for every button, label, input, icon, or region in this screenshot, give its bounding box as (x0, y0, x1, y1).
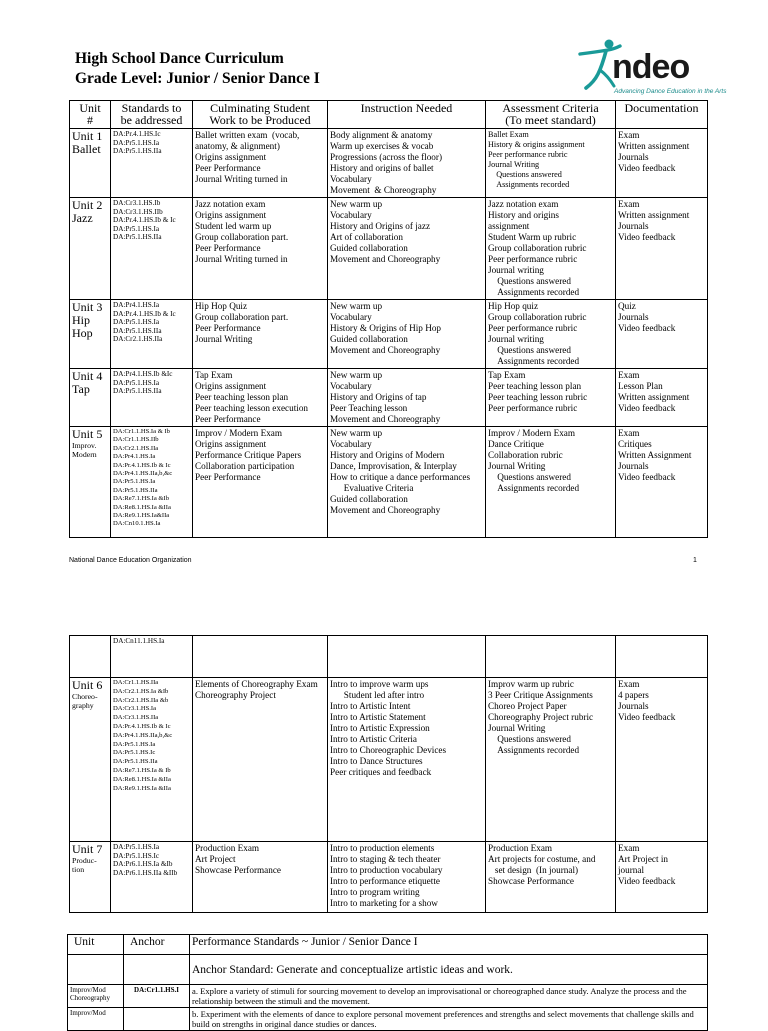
instruction-cell: New warm up Vocabulary History & Origins of Hip Hop Guided collaboration Movement and Choreography (328, 300, 486, 369)
work-cell: Tap Exam Origins assignment Peer teaching lesson plan Peer teaching lesson execution Peer Performance (193, 369, 328, 427)
anchor-row (68, 1008, 708, 1031)
ndeo-logo (578, 36, 727, 100)
anchor-row-code (124, 1008, 190, 1031)
unit-name: Hip Hop (72, 313, 93, 340)
documentation-cell (616, 636, 708, 678)
table-row (70, 129, 708, 198)
standards-cell: DA:Cr3.1.HS.Ib DA:Cr3.1.HS.IIb DA:Pr.4.1.HS.Ib & Ic DA:Pr5.1.HS.Ia DA:Pr5.1.HS.IIa (111, 198, 193, 300)
anchor-row-text: a. Explore a variety of stimuli for sourcing movement to develop an improvisational or choreographed dance study. Analyze the process and the relationship between the stimuli and the movement. (190, 985, 708, 1008)
instruction-cell: New warm up Vocabulary History and Origins of jazz Art of collaboration Guided collaboration Movement and Choreography (328, 198, 486, 300)
documentation-cell: Exam Lesson Plan Written assignment Video feedback (616, 369, 708, 427)
anchor-row (68, 985, 708, 1008)
assessment-cell: Improv / Modern Exam Dance Critique Collaboration rubric Journal Writing Questions answered Assignments recorded (486, 427, 616, 538)
work-cell: Jazz notation exam Origins assignment Student led warm up Group collaboration part. Peer Performance Journal Writing turned in (193, 198, 328, 300)
work-cell: Production Exam Art Project Showcase Performance (193, 842, 328, 913)
anchor-col-standards: Performance Standards ~ Junior / Senior Dance I (190, 935, 708, 955)
work-cell: Ballet written exam (vocab, anatomy, & alignment) Origins assignment Peer Performance Journal Writing turned in (193, 129, 328, 198)
unit-cell (70, 300, 111, 369)
unit-cell (70, 842, 111, 913)
anchor-col-unit: Unit (68, 935, 124, 955)
standards-cell: DA:Cr1.1.HS.IIa DA:Cr2.1.HS.Ia &Ib DA:Cr2.1.HS.IIa &b DA:Cr3.1.HS.Ia DA:Cr3.1.HS.IIa DA:Pr.4.1.HS.Ib & Ic DA:Pr4.1.HS.IIa,b,&c DA:Pr5.1.HS.Ia DA:Pr5.1.HS.Ic DA:Pr5.1.HS.IIa DA:Re7.1.HS.Ia & Ib DA:Re8.1.HS.Ia &IIa DA:Re9.1.HS.Ia &IIa (111, 678, 193, 842)
curriculum-table-page1 (69, 100, 708, 538)
standards-cell: DA:Pr4.1.HS.Ia DA:Pr.4.1.HS.Ib & Ic DA:Pr5.1.HS.Ia DA:Pr5.1.HS.IIa DA:Cr2.1.HS.IIa (111, 300, 193, 369)
col-header-standards: Standards to be addressed (111, 101, 193, 129)
col-header-assessment: Assessment Criteria (To meet standard) (486, 101, 616, 129)
documentation-cell: Exam Critiques Written Assignment Journals Video feedback (616, 427, 708, 538)
unit-cell (70, 129, 111, 198)
unit-number: Unit 4 (72, 369, 103, 383)
assessment-cell: Tap Exam Peer teaching lesson plan Peer teaching lesson rubric Peer performance rubric (486, 369, 616, 427)
table-row (70, 678, 708, 842)
assessment-cell: Production Exam Art projects for costume, and set design (In journal) Showcase Performance (486, 842, 616, 913)
unit-cell (70, 427, 111, 538)
col-header-instruction: Instruction Needed (328, 101, 486, 129)
unit-number: Unit 3 (72, 300, 103, 314)
documentation-cell: Exam Art Project in journal Video feedback (616, 842, 708, 913)
instruction-cell: Body alignment & anatomy Warm up exercises & vocab Progressions (across the floor) History and origins of ballet Vocabulary Movement & Choreography (328, 129, 486, 198)
table-row (70, 842, 708, 913)
documentation-cell: Exam Written assignment Journals Video feedback (616, 198, 708, 300)
anchor-heading-spacer (68, 955, 124, 985)
title-line-2: Grade Level: Junior / Senior Dance I (75, 70, 320, 87)
unit-name: Produc- tion (72, 856, 97, 874)
anchor-row-text: b. Experiment with the elements of dance to explore personal movement preferences and strengths and select movements that challenge skills and build on strengths in original dance studies or dances. (190, 1008, 708, 1031)
work-cell: Improv / Modern Exam Origins assignment Performance Critique Papers Collaboration participation Peer Performance (193, 427, 328, 538)
documentation-cell: Quiz Journals Video feedback (616, 300, 708, 369)
documentation-cell: Exam Written assignment Journals Video feedback (616, 129, 708, 198)
work-cell (193, 636, 328, 678)
anchor-row-unit: Improv/Mod (68, 1008, 124, 1031)
unit-number: Unit 1 (72, 129, 103, 143)
instruction-cell: New warm up Vocabulary History and Origins of tap Peer Teaching lesson Movement and Choreography (328, 369, 486, 427)
table-row (70, 369, 708, 427)
assessment-cell: Ballet Exam History & origins assignment Peer performance rubric Journal Writing Questions answered Assignments recorded (486, 129, 616, 198)
unit-cell (70, 678, 111, 842)
standards-cell: DA:Cn11.1.HS.Ia (111, 636, 193, 678)
instruction-cell (328, 636, 486, 678)
assessment-cell: Improv warm up rubric 3 Peer Critique Assignments Choreo Project Paper Choreography Project rubric Journal Writing Questions answered Assignments recorded (486, 678, 616, 842)
unit-number: Unit 6 (72, 678, 103, 692)
unit-name: Ballet (72, 142, 101, 156)
assessment-cell: Hip Hop quiz Group collaboration rubric Peer performance rubric Journal writing Questions answered Assignments recorded (486, 300, 616, 369)
table-row (70, 300, 708, 369)
standards-cell: DA:Pr4.1.HS.Ib &Ic DA:Pr5.1.HS.Ia DA:Pr5.1.HS.IIa (111, 369, 193, 427)
table-row (70, 427, 708, 538)
standards-cell: DA:Pr.4.1.HS.Ic DA:Pr5.1.HS.Ia DA:Pr5.1.HS.IIa (111, 129, 193, 198)
anchor-standards-table (67, 934, 708, 1031)
instruction-cell: Intro to improve warm ups Student led after intro Intro to Artistic Intent Intro to Artistic Statement Intro to Artistic Expression Intro to Artistic Criteria Intro to Choreographic Devices Intro to Dance Structures Peer critiques and feedback (328, 678, 486, 842)
document-title (75, 49, 320, 89)
logo-wordmark: ndeo (612, 48, 690, 86)
standards-cell: DA:Pr5.1.HS.Ia DA:Pr5.1.HS.Ic DA:Pr6.1.HS.Ia &Ib DA:Pr6.1.HS.IIa &IIb (111, 842, 193, 913)
anchor-heading-row (68, 955, 708, 985)
col-header-work: Culminating Student Work to be Produced (193, 101, 328, 129)
col-header-documentation: Documentation (616, 101, 708, 129)
col-header-unit: Unit # (70, 101, 111, 129)
unit-cell (70, 369, 111, 427)
standards-cell: DA:Cr1.1.HS.Ia & Ib DA:Cr1.1.HS.IIb DA:Cr2.1.HS.IIa DA:Pr4.1.HS.Ia DA:Pr.4.1.HS.Ib & Ic DA:Pr4.1.HS.IIa,b,&c DA:Pr5.1.HS.Ia DA:Pr5.1.HS.IIa DA:Re7.1.HS.Ia &Ib DA:Re8.1.HS.Ia &IIa DA:Re9.1.HS.Ia&IIa DA:Cn10.1.HS.Ia (111, 427, 193, 538)
unit-name: Tap (72, 382, 90, 396)
work-cell: Elements of Choreography Exam Choreography Project (193, 678, 328, 842)
documentation-cell: Exam 4 papers Journals Video feedback (616, 678, 708, 842)
unit-name: Choreo- graphy (72, 692, 98, 710)
assessment-cell (486, 636, 616, 678)
unit-number: Unit 5 (72, 427, 103, 441)
unit-name: Jazz (72, 211, 93, 225)
anchor-col-anchor: Anchor (124, 935, 190, 955)
footer-org: National Dance Education Organization (69, 557, 192, 564)
unit-number: Unit 7 (72, 842, 103, 856)
table-header-row (70, 101, 708, 129)
curriculum-table-page2 (69, 635, 708, 913)
anchor-standard-heading: Anchor Standard: Generate and conceptualize artistic ideas and work. (190, 955, 708, 985)
anchor-header-row (68, 935, 708, 955)
unit-name: Improv. Modern (72, 441, 97, 459)
instruction-cell: Intro to production elements Intro to staging & tech theater Intro to production vocabulary Intro to performance etiquette Intro to program writing Intro to marketing for a show (328, 842, 486, 913)
anchor-row-code: DA:Cr1.1.HS.I (124, 985, 190, 1008)
anchor-row-unit: Improv/Mod Choreography (68, 985, 124, 1008)
unit-number: Unit 2 (72, 198, 103, 212)
unit-cell (70, 198, 111, 300)
logo-tagline: Advancing Dance Education in the Arts (614, 88, 727, 95)
unit-cell (70, 636, 111, 678)
anchor-heading-spacer (124, 955, 190, 985)
work-cell: Hip Hop Quiz Group collaboration part. Peer Performance Journal Writing (193, 300, 328, 369)
instruction-cell: New warm up Vocabulary History and Origins of Modern Dance, Improvisation, & Interplay How to critique a dance performances Evaluative Criteria Guided collaboration Movement and Choreography (328, 427, 486, 538)
table-row (70, 198, 708, 300)
table-row (70, 636, 708, 678)
title-line-1: High School Dance Curriculum (75, 50, 284, 67)
footer-page-number: 1 (693, 557, 697, 564)
assessment-cell: Jazz notation exam History and origins assignment Student Warm up rubric Group collaboration rubric Peer performance rubric Journal writing Questions answered Assignments recorded (486, 198, 616, 300)
